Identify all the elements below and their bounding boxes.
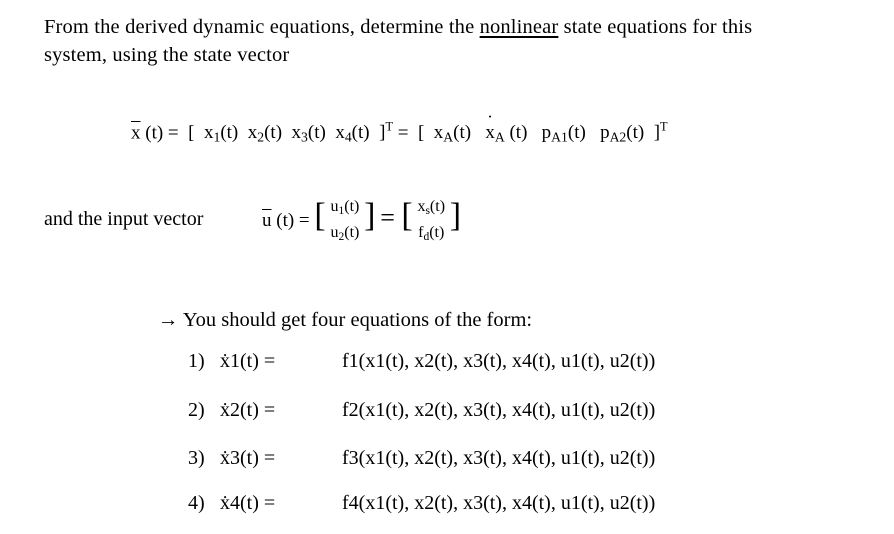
state-xA: $x_A(t)$	[433, 122, 472, 145]
equation-rhs: f1(x1(t), x2(t), x3(t), x4(t), u1(t), u2(t))	[342, 350, 656, 372]
state-pA2: $p_{A2}(t)$	[600, 122, 645, 145]
input-vector-symbol: $\overline{u}$	[262, 210, 272, 232]
input-u1: $u_1(t)$	[330, 198, 360, 217]
nonlinear-emphasis: nonlinear	[479, 16, 559, 38]
problem-statement	[44, 13, 752, 69]
state-xA-dot: ˙ $x_A$ (t)	[485, 122, 527, 143]
state-x4: $x_4(t)$	[335, 122, 370, 145]
state-vector-equation: $\overline{x}$ (t) = [ $x_1(t)$ $x_2(t)$ $x_3(t)$ $x_4(t) ]^T$ = [ $x_A(t)$ ˙ $x_A$ (t) $p_{A1}(t)$ $p_{A2}(t)$ ]$^T$	[131, 120, 668, 146]
equation-row: 1) ẋ1(t) = f1(x1(t), x2(t), x3(t), x4(t), u1(t), u2(t))	[188, 350, 656, 372]
equation-rhs: f2(x1(t), x2(t), x3(t), x4(t), u1(t), u2(t))	[342, 399, 656, 421]
equation-row: 2) ẋ2(t) = f2(x1(t), x2(t), x3(t), x4(t), u1(t), u2(t))	[188, 399, 656, 421]
input-u2: $u_2(t)$	[330, 223, 360, 243]
input-vector-equation: $\overline{u}$ (t) = [ $u_1(t)$ $u_2(t)$ ] = [ $x_s(t)$ $f_d(t)$ ]	[262, 196, 461, 248]
arrow-icon: →	[158, 309, 179, 331]
state-x3: $x_3(t)$	[291, 122, 326, 145]
equation-rhs: f4(x1(t), x2(t), x3(t), x4(t), u1(t), u2(t))	[342, 492, 656, 514]
state-x1: $x_1(t)$	[203, 122, 239, 145]
equation-rhs: f3(x1(t), x2(t), x3(t), x4(t), u1(t), u2(t))	[342, 447, 656, 469]
state-x2: $x_2(t)$	[247, 122, 283, 145]
problem-line-2: system, using the state vector	[44, 44, 290, 66]
equation-row: 3) ẋ3(t) = f3(x1(t), x2(t), x3(t), x4(t), u1(t), u2(t))	[188, 447, 656, 469]
input-xs: $x_s(t)$	[417, 198, 446, 217]
input-fd: $f_d(t)$	[418, 223, 445, 243]
equation-lhs: ẋ1(t) =	[220, 350, 276, 372]
equation-row: 4) ẋ4(t) = f4(x1(t), x2(t), x3(t), x4(t), u1(t), u2(t))	[188, 492, 656, 514]
equation-lhs: ẋ4(t) =	[220, 492, 276, 514]
input-physical-stack	[417, 196, 445, 248]
input-symbols-stack	[330, 196, 359, 248]
equation-lhs: ẋ2(t) =	[220, 399, 276, 421]
input-vector-label: and the input vector	[44, 208, 204, 230]
problem-line-1: From the derived dynamic equations, determine the nonlinear state equations for this	[44, 16, 753, 38]
instruction-line: → You should get four equations of the form:	[158, 309, 533, 331]
state-vector-symbol: $\overline{x}$	[131, 122, 141, 144]
equation-lhs: ẋ3(t) =	[220, 447, 276, 469]
state-pA1: $p_{A1}(t)$	[541, 122, 586, 145]
